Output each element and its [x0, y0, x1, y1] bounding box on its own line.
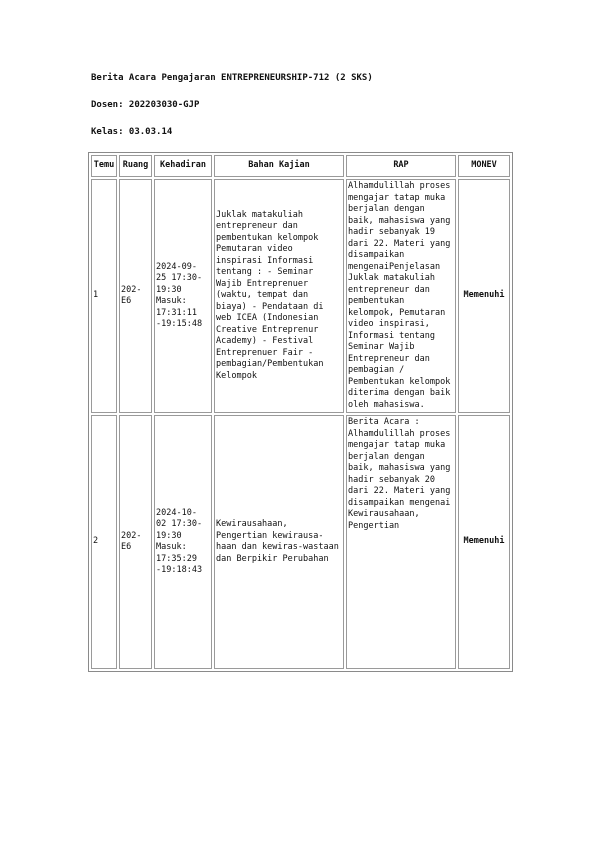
- cell-ruang: 202- E6: [119, 179, 152, 413]
- cell-bahan-kajian: Juklak matakuliah entrepreneur dan pembentukan kelompok Pemutaran video inspirasi Informasi tentang : - Seminar Wajib Entreprenuer (waktu, tempat dan biaya) - Pendataan di web ICEA (Indonesian Creative Entreprenur Academy) - Festival Entreprenuer Fair - pembagian/Pembentukan Kelompok: [214, 179, 344, 413]
- col-header-kehadiran: Kehadiran: [154, 155, 212, 177]
- cell-kehadiran: 2024-10- 02 17:30- 19:30 Masuk: 17:35:29 -19:18:43: [154, 415, 212, 669]
- cell-rap: Alhamdulillah proses mengajar tatap muka berjalan dengan baik, mahasiswa yang hadir sebanyak 19 dari 22. Materi yang disampaikan mengenaiPenjelasan Juklak matakuliah entrepreneur dan pembentukan kelompok, Pemutaran video inspirasi, Informasi tentang Seminar Wajib Entrepreneur dan pembagian / Pembentukan kelompok diterima dengan baik oleh mahasiswa.: [346, 179, 456, 413]
- table-row: [91, 415, 510, 669]
- cell-rap: Berita Acara : Alhamdulillah proses mengajar tatap muka berjalan dengan baik, mahasiswa yang hadir sebanyak 20 dari 22. Materi yang disampaikan mengenai Kewirausahaan, Pengertian: [346, 415, 456, 669]
- cell-monev: Memenuhi: [458, 179, 510, 413]
- class-line: Kelas: 03.03.14: [91, 127, 173, 137]
- cell-bahan-kajian: Kewirausahaan, Pengertian kewirausa-haan dan kewiras-wastaan dan Berpikir Perubahan: [214, 415, 344, 669]
- cell-monev: Memenuhi: [458, 415, 510, 669]
- col-header-monev: MONEV: [458, 155, 510, 177]
- course-title: Berita Acara Pengajaran ENTREPRENEURSHIP-712 (2 SKS): [91, 73, 373, 83]
- cell-temu: 2: [91, 415, 117, 669]
- cell-kehadiran: 2024-09- 25 17:30- 19:30 Masuk: 17:31:11 -19:15:48: [154, 179, 212, 413]
- attendance-table: [88, 152, 513, 672]
- table-row: [91, 179, 510, 413]
- col-header-bahan-kajian: Bahan Kajian: [214, 155, 344, 177]
- col-header-rap: RAP: [346, 155, 456, 177]
- cell-temu: 1: [91, 179, 117, 413]
- col-header-ruang: Ruang: [119, 155, 152, 177]
- col-header-temu: Temu: [91, 155, 117, 177]
- table-header-row: [91, 155, 510, 177]
- cell-ruang: 202- E6: [119, 415, 152, 669]
- lecturer-line: Dosen: 202203030-GJP: [91, 100, 200, 110]
